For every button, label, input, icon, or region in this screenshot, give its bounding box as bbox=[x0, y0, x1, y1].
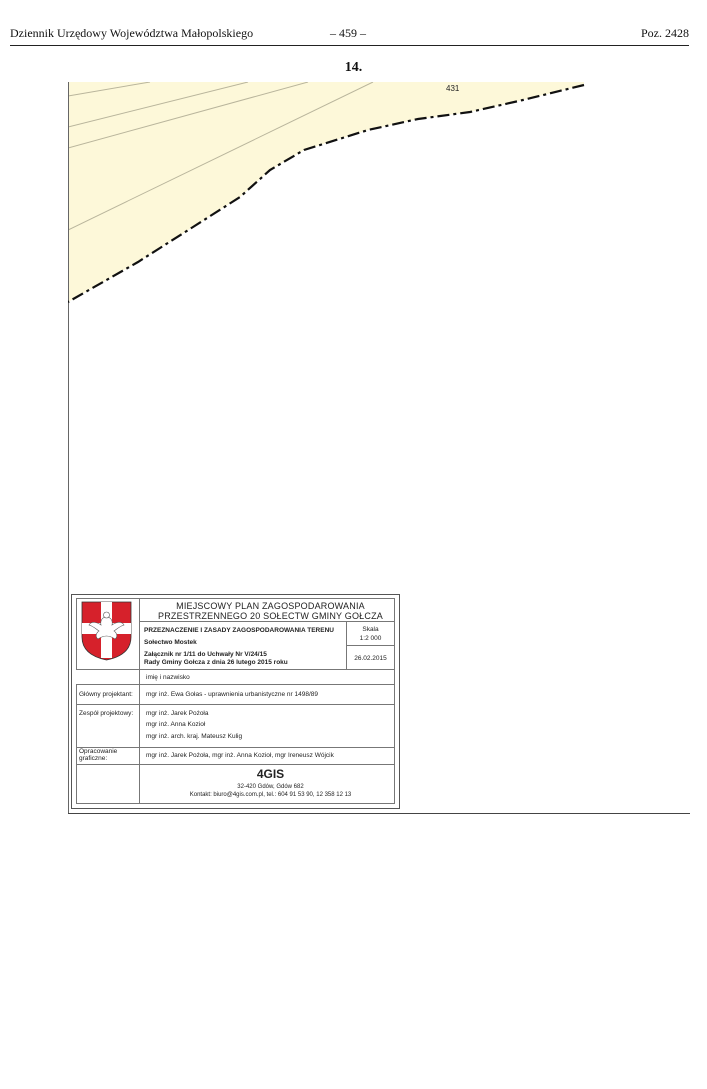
empty-left-cell bbox=[76, 764, 140, 804]
plan-date: 26.02.2015 bbox=[354, 655, 387, 662]
chief-designer: mgr inż. Ewa Gołas - uprawnienia urbanistyczne nr 1498/89 bbox=[146, 691, 318, 698]
plan-title-line1: MIEJSCOWY PLAN ZAGOSPODAROWANIA bbox=[176, 601, 365, 611]
team-member: mgr inż. Jarek Pożoła bbox=[146, 710, 209, 717]
page-number: – 459 – bbox=[330, 26, 366, 40]
team-label: Zespół projektowy: bbox=[79, 710, 134, 717]
header-rule bbox=[10, 45, 689, 46]
village-name: Sołectwo Mostek bbox=[144, 639, 197, 646]
position-number: Poz. 2428 bbox=[641, 26, 689, 40]
graphics-label-line1: Opracowanie bbox=[79, 748, 118, 755]
scale-cell bbox=[346, 621, 395, 646]
team-member: mgr inż. Anna Kozioł bbox=[146, 721, 206, 728]
name-column-header: imię i nazwisko bbox=[146, 674, 190, 681]
chief-label-divider bbox=[76, 704, 140, 705]
attachment-line1: Załącznik nr 1/11 do Uchwały Nr V/24/15 bbox=[144, 651, 267, 658]
company-logo: 4GIS bbox=[256, 767, 285, 781]
section-title: PRZEZNACZENIE I ZASADY ZAGOSPODAROWANIA TERENU bbox=[144, 627, 334, 634]
attachment-line2: Rady Gminy Gołcza z dnia 26 lutego 2015 roku bbox=[144, 659, 288, 666]
plan-title-line2: PRZESTRZENNEGO 20 SOŁECTW GMINY GOŁCZA bbox=[158, 611, 383, 621]
chief-designer-label: Główny projektant: bbox=[79, 691, 133, 698]
journal-title: Dziennik Urzędowy Województwa Małopolskiego bbox=[10, 26, 254, 40]
figure-number: 14. bbox=[344, 60, 363, 75]
parcel-number: 431 bbox=[446, 84, 460, 93]
company-address: 32-420 Gdów, Gdów 682 bbox=[237, 784, 304, 790]
graphics-label-line2: graficzne: bbox=[79, 755, 108, 762]
company-contact: Kontakt: biuro@4gis.com.pl, tel.: 604 91 53 90, 12 358 12 13 bbox=[189, 792, 352, 798]
map-bottom-rule bbox=[68, 813, 690, 814]
scale-value: 1:2 000 bbox=[359, 635, 382, 642]
scale-label: Skala bbox=[362, 626, 379, 633]
coat-of-arms bbox=[81, 601, 132, 661]
title-block bbox=[71, 594, 400, 809]
team-member: mgr inż. arch. kraj. Mateusz Kulig bbox=[146, 733, 243, 740]
crest-eagle-head bbox=[104, 612, 110, 618]
graphics-authors: mgr inż. Jarek Pożoła, mgr inż. Anna Kozioł, mgr Ireneusz Wójcik bbox=[146, 752, 334, 759]
